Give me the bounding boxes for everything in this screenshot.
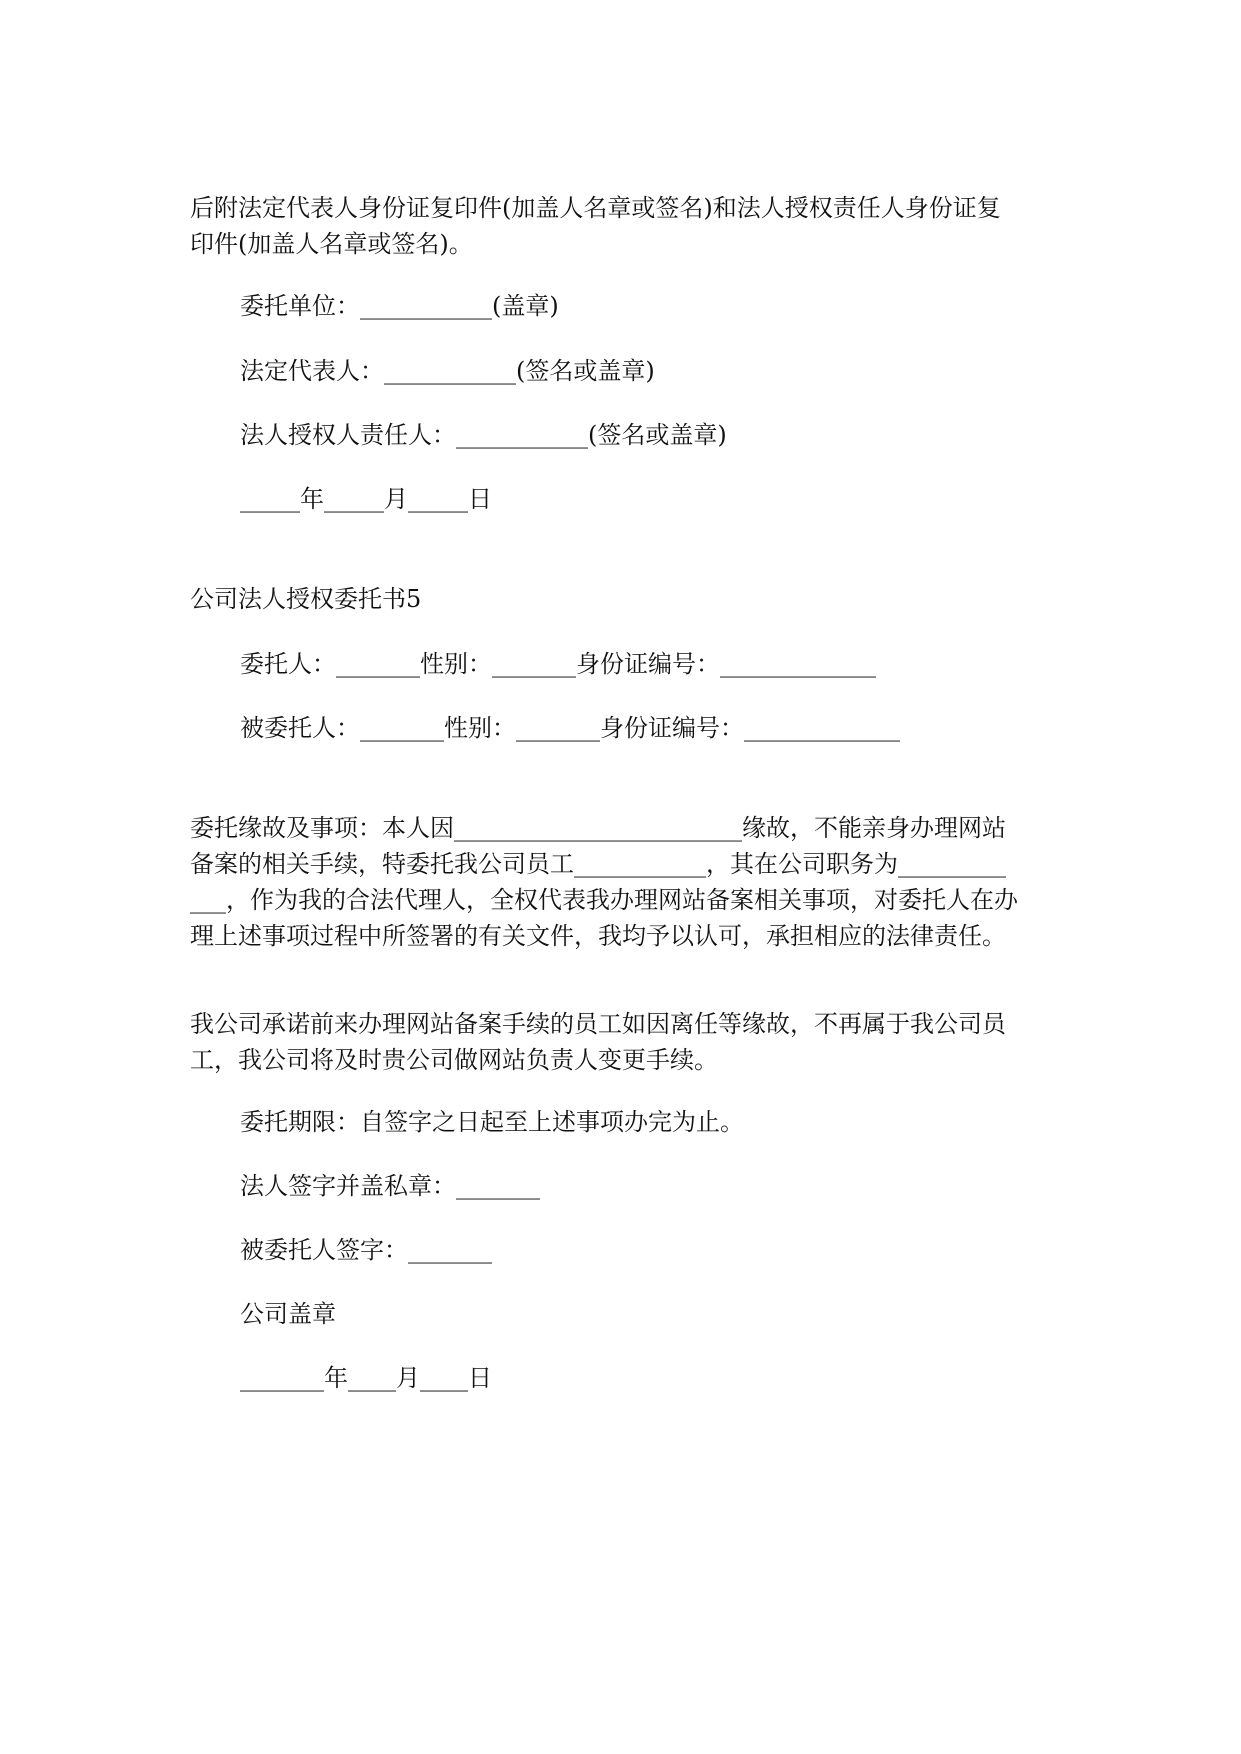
agent-sign-field: 被委托人签字：_______ [240,1236,492,1264]
legal-sign-field: 法人签字并盖私章：_______ [240,1172,540,1200]
date-field-2: _______年____月____日 [240,1364,492,1392]
para-attachment-line-2: 印件(加盖人名章或签名)。 [190,230,473,258]
reason-para-line-3: ___，作为我的合法代理人，全权代表我办理网站备案相关事项，对委托人在办 [190,886,1018,914]
company-seal-label: 公司盖章 [240,1300,336,1328]
promise-para-line-2: 工，我公司将及时贵公司做网站负责人变更手续。 [190,1046,718,1074]
client-unit-field: 委托单位：___________(盖章) [240,292,559,320]
authorized-person-field: 法人授权人责任人：___________(签名或盖章) [240,421,727,449]
legal-rep-field: 法定代表人：___________(签名或盖章) [240,357,655,385]
promise-para-line-1: 我公司承诺前来办理网站备案手续的员工如因离任等缘故，不再属于我公司员 [190,1010,1006,1038]
principal-field: 委托人：_______性别：_______身份证编号：_____________ [240,650,876,678]
date-field-1: _____年_____月_____日 [240,485,492,513]
agent-field: 被委托人：_______性别：_______身份证编号：_____________ [240,714,900,742]
reason-para-line-1: 委托缘故及事项：本人因________________________缘故，不能亲身办理网站 [190,814,1006,842]
document-title: 公司法人授权委托书5 [190,585,422,613]
para-attachment-line-1: 后附法定代表人身份证复印件(加盖人名章或签名)和法人授权责任人身份证复 [190,194,1001,222]
term-text: 委托期限：自签字之日起至上述事项办完为止。 [240,1108,744,1136]
reason-para-line-4: 理上述事项过程中所签署的有关文件，我均予以认可，承担相应的法律责任。 [190,922,1006,950]
reason-para-line-2: 备案的相关手续，特委托我公司员工___________，其在公司职务为_________ [190,850,1006,878]
